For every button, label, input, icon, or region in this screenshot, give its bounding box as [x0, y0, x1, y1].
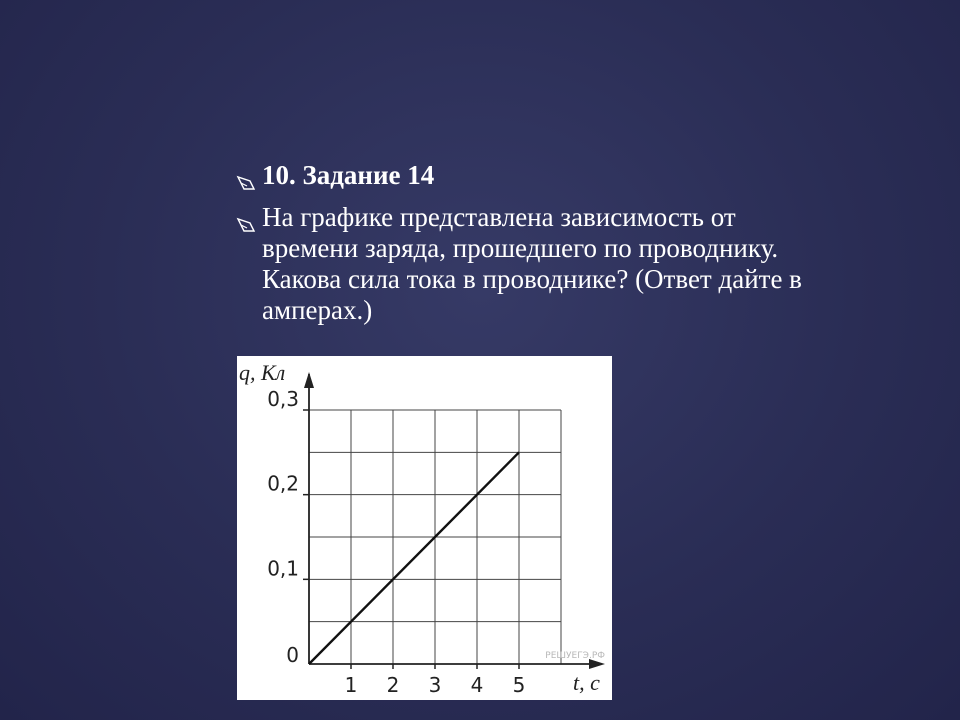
- charge-line: [309, 452, 519, 664]
- x-tick-label: 5: [512, 673, 526, 697]
- y-tick-label: 0,1: [267, 556, 299, 581]
- x-tick-label: 4: [470, 673, 484, 697]
- x-tick-label: 1: [344, 673, 358, 697]
- task-title: [236, 160, 836, 198]
- task-question: [236, 202, 836, 326]
- series-layer: [309, 452, 519, 664]
- chart-panel: [237, 356, 612, 700]
- bullet-arrow-icon: [236, 202, 262, 240]
- x-tick-label: 3: [428, 673, 442, 697]
- bullet-arrow-icon: [236, 160, 262, 198]
- x-axis-title: t, c: [573, 670, 600, 695]
- watermark-text: РЕШУЕГЭ.РФ: [545, 651, 605, 661]
- task-question-text: На графике представлена зависимость от времени заряда, прошедшего по проводнику. Какова сила тока в проводнике? (Ответ дайте в амперах.): [262, 202, 802, 325]
- y-tick-label: 0,2: [267, 471, 299, 496]
- y-tick-label: 0,3: [267, 387, 299, 411]
- labels: [239, 360, 605, 697]
- charge-time-chart: [237, 356, 612, 700]
- task-title-text: 10. Задание 14: [262, 160, 435, 190]
- task-text: [236, 160, 836, 330]
- x-tick-label: 2: [386, 673, 400, 697]
- origin-label: 0: [286, 643, 299, 667]
- y-axis-arrow-icon: [304, 372, 314, 388]
- y-axis-title: q, Кл: [239, 360, 286, 385]
